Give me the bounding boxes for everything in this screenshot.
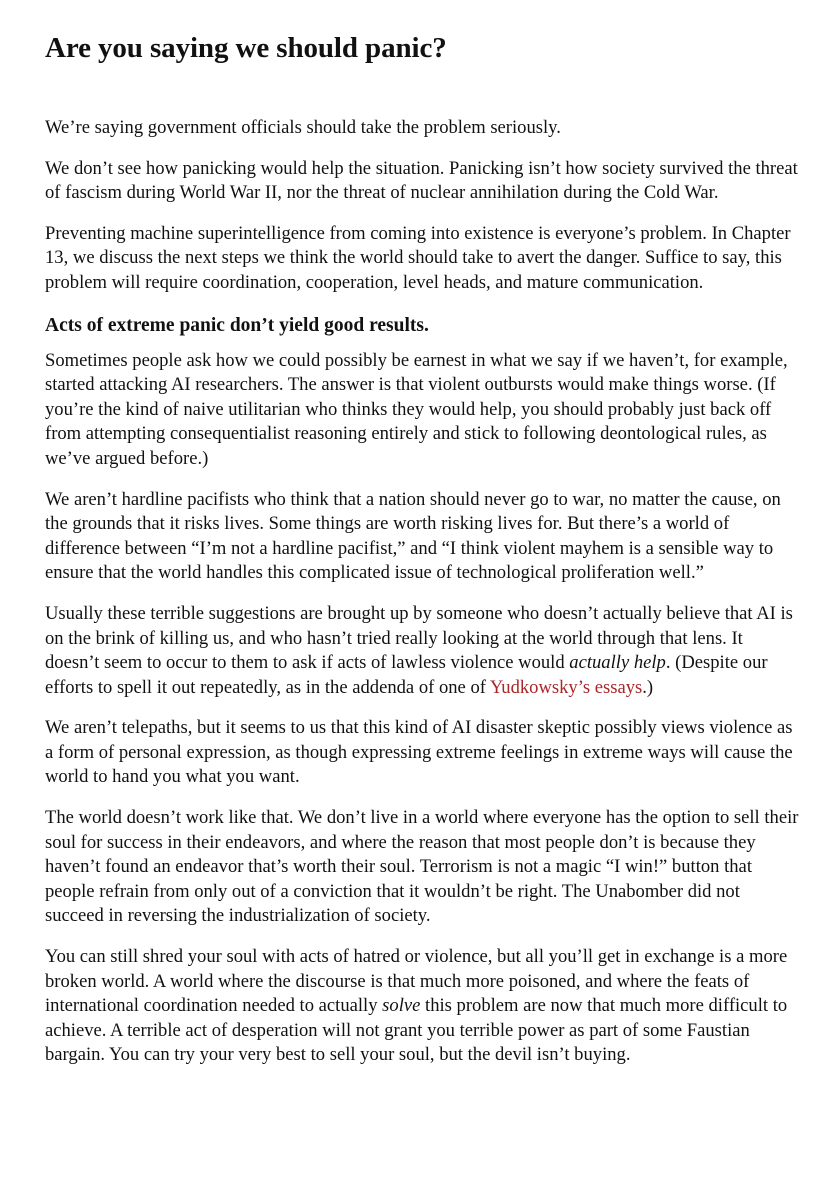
paragraph-6 (45, 602, 799, 700)
paragraph-2: We don’t see how panicking would help the situation. Panicking isn’t how society survived the threat of fascism during World War II, nor the threat of nuclear annihilation during the Cold War. (45, 157, 798, 204)
page-title: Are you saying we should panic? (45, 32, 447, 64)
paragraph-6-text-a: Usually these terrible suggestions are brought up by someone who doesn’t actually believe that AI is on the brink of killing us, and who hasn’t tried really looking at the world through that lens. It doesn’t seem to occur to them to ask if acts of lawless violence would (45, 602, 793, 674)
paragraph-9-text-a: You can still shred your soul with acts of hatred or violence, but all you’ll get in exchange is a more broken world. A world where the discourse is that much more poisoned, and where the feats of international coordination needed to actually (45, 946, 788, 1017)
paragraph-9-emphasis: solve (382, 995, 421, 1017)
paragraph-5: We aren’t hardline pacifists who think that a nation should never go to war, no matter the cause, on the grounds that it risks lives. Some things are worth risking lives for. But there’s a world of difference between “I’m not a hardline pacifist,” and “I think violent mayhem is a sensible way to ensure that the world handles this complicated issue of technological proliferation well.” (45, 488, 781, 584)
paragraph-6-text-c: .) (642, 676, 654, 698)
paragraph-8: The world doesn’t work like that. We don’t live in a world where everyone has the option to sell their soul for success in their endeavors, and where the reason that most people don’t is because they haven’t found an endeavor that’s worth their soul. Terrorism is not a magic “I win!” button that people refrain from only out of a conviction that it wouldn’t be right. The Unabomber did not succeed in reversing the industrialization of society. (45, 807, 799, 927)
paragraph-9 (45, 945, 799, 1068)
paragraph-4: Sometimes people ask how we could possibly be earnest in what we say if we haven’t, for example, started attacking AI researchers. The answer is that violent outbursts would make things worse. (If you’re the kind of naive utilitarian who thinks they would help, you should probably just back off from attempting consequentialist reasoning entirely and stick to following deontological rules, as we’ve argued before.) (45, 349, 788, 469)
yudkowsky-essays-link[interactable]: Yudkowsky’s essays (489, 676, 643, 698)
paragraph-7: We aren’t telepaths, but it seems to us that this kind of AI disaster skeptic possibly views violence as a form of personal expression, as though expressing extreme feelings in extreme ways will cause the world to hand you what you want. (45, 717, 793, 788)
paragraph-6-emphasis: actually help (569, 652, 666, 674)
paragraph-6-text-b: . (Despite our efforts to spell it out repeatedly, as in the addenda of one of (45, 652, 768, 698)
paragraph-1: We’re saying government officials should take the problem seriously. (45, 117, 561, 138)
section-subheading: Acts of extreme panic don’t yield good results. (45, 314, 429, 336)
paragraph-3: Preventing machine superintelligence from coming into existence is everyone’s problem. In Chapter 13, we discuss the next steps we think the world should take to avert the danger. Suffice to say, this problem will require coordination, cooperation, level heads, and mature communication. (45, 222, 791, 293)
paragraph-9-text-b: this problem are now that much more difficult to achieve. A terrible act of desperation will not grant you terrible power as part of some Faustian bargain. You can try your very best to sell your soul, but the devil isn’t buying. (45, 995, 788, 1066)
